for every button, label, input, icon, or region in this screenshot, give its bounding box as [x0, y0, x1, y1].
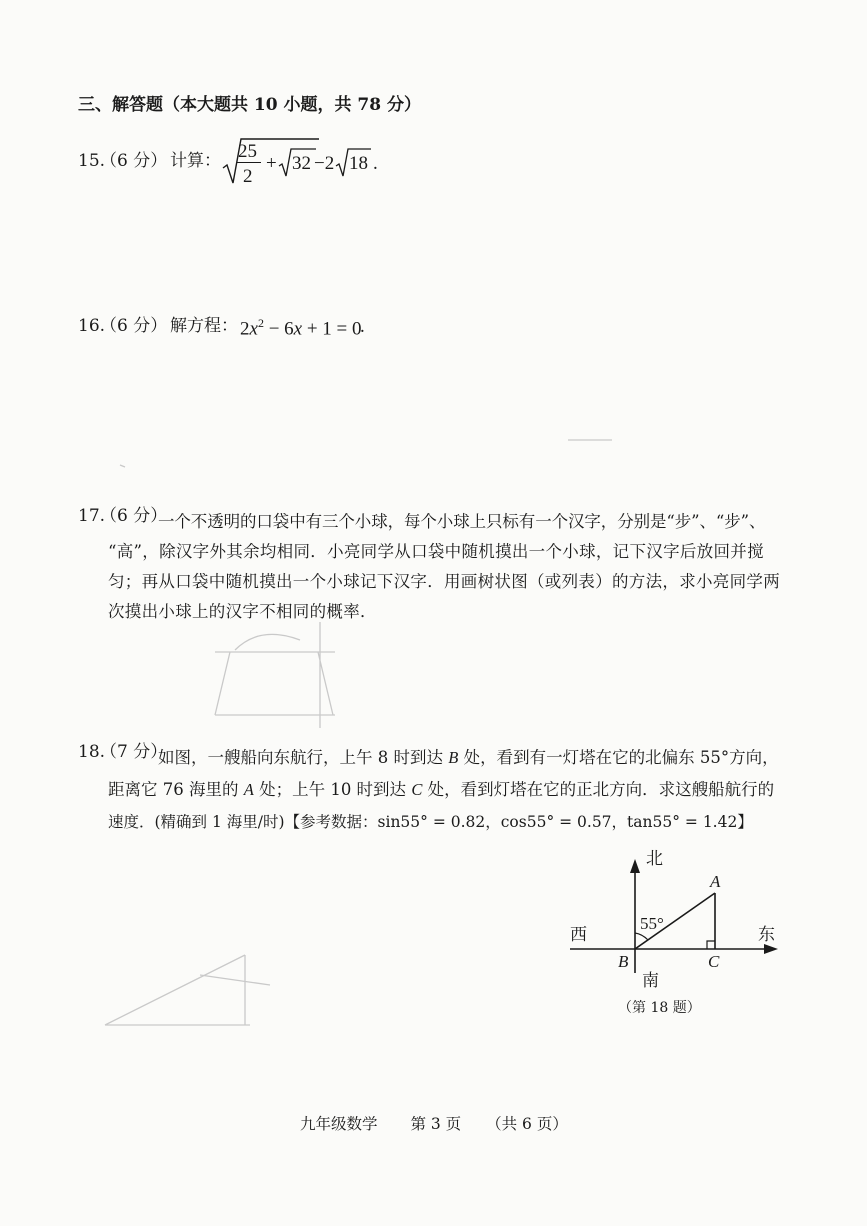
point-c-label: C — [708, 952, 720, 971]
question-text-line-4: 次摸出小球上的汉字不相同的概率． — [108, 602, 377, 621]
question-15 — [78, 136, 498, 190]
question-18 — [78, 740, 798, 830]
point-a-label: A — [710, 872, 721, 891]
footer-page: 第 3 页 — [410, 1115, 462, 1133]
question-number: 17. — [78, 506, 106, 526]
question-16 — [78, 316, 478, 340]
point-b-label: B — [618, 952, 629, 971]
question-text-line-3: 速度．(精确到 1 海里/时)【参考数据：sin55° = 0.82，cos55° = 0.57，tan55° = 1.42】 — [108, 813, 753, 831]
radicand-18: 18 — [349, 153, 368, 174]
fraction-numerator: 25 — [238, 141, 257, 162]
fraction-denominator: 2 — [243, 166, 253, 187]
question-text-line-1: 如图，一艘船向东航行，上午 8 时到达 B 处，看到有一灯塔在它的北偏东 55°方向， — [158, 748, 779, 767]
question-score: （6 分） — [100, 151, 168, 171]
direction-diagram — [560, 845, 790, 1020]
question-score: （6 分） — [100, 316, 168, 336]
figure-18 — [560, 845, 790, 1020]
footer-total: （共 6 页） — [486, 1115, 568, 1133]
section-heading: 三、解答题（本大题共 10 小题，共 78 分） — [78, 95, 421, 115]
end-period: . — [373, 153, 378, 174]
question-text-line-1: 一个不透明的口袋中有三个小球，每个小球上只标有一个汉字，分别是“步”、“步”、 — [158, 512, 766, 531]
page-footer — [300, 1112, 568, 1134]
footer-subject: 九年级数学 — [300, 1115, 378, 1133]
question-instruction: 解方程： — [170, 316, 238, 336]
east-label: 东 — [758, 925, 775, 945]
fraction-bar — [237, 162, 261, 163]
south-label: 南 — [642, 971, 659, 991]
question-number: 15. — [78, 151, 106, 171]
equation: $2x^2 - 6x + 1 = 0$ — [240, 316, 362, 340]
question-text-line-2: 距离它 76 海里的 A 处；上午 10 时到达 C 处，看到灯塔在它的正北方向．求这艘船航行的 — [108, 780, 775, 799]
end-period: . — [360, 316, 365, 337]
question-score: （7 分） — [100, 742, 168, 762]
question-text-line-2: “高”，除汉字外其余均相同．小亮同学从口袋中随机摸出一个小球，记下汉字后放回并搅 — [108, 542, 764, 561]
question-number: 18. — [78, 742, 106, 762]
radicand-32: 32 — [292, 153, 311, 174]
minus-two: −2 — [314, 153, 335, 174]
north-label: 北 — [646, 849, 663, 869]
question-17 — [78, 500, 798, 620]
angle-label: 55° — [640, 914, 664, 933]
question-score: （6 分） — [100, 506, 168, 526]
question-text-line-3: 匀；再从口袋中随机摸出一个小球记下汉字．用画树状图（或列表）的方法，求小亮同学两 — [108, 572, 780, 591]
question-number: 16. — [78, 316, 106, 336]
figure-caption: （第 18 题） — [618, 1000, 701, 1016]
plus-sign: + — [266, 153, 277, 174]
west-label: 西 — [570, 925, 587, 945]
question-instruction: 计算： — [170, 151, 221, 171]
